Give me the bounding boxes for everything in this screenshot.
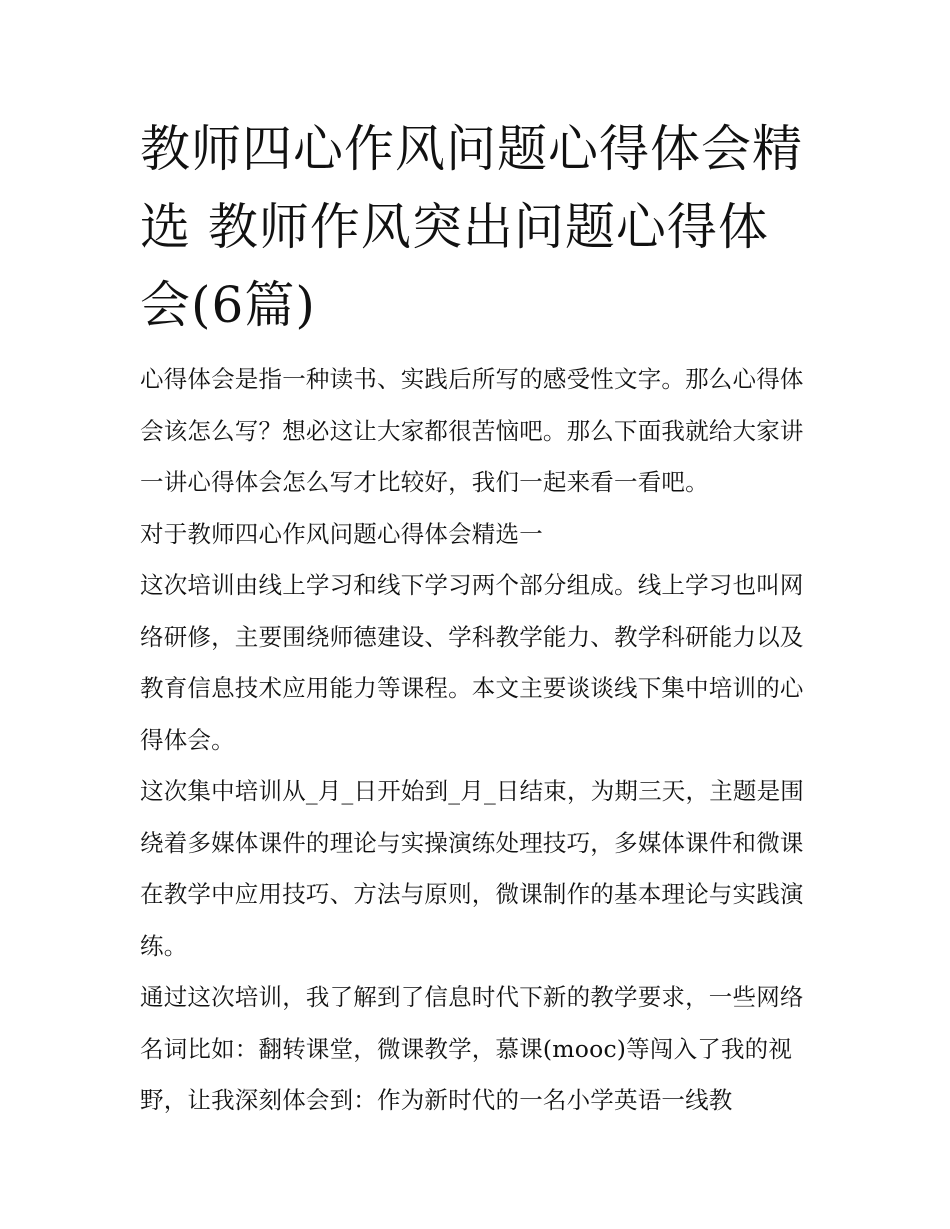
section-heading: 对于教师四心作风问题心得体会精选一 [140, 519, 543, 548]
body-paragraph: 这次集中培训从_月_日开始到_月_日结束，为期三天，主题是围绕着多媒体课件的理论与实操演练处理技巧，多媒体课件和微课在教学中应用技巧、方法与原则，微课制作的基本理论与实践演练。 [140, 777, 804, 960]
body-paragraph: 通过这次培训，我了解到了信息时代下新的教学要求，一些网络名词比如：翻转课堂，微课教学，慕课(mooc)等闯入了我的视野，让我深刻体会到：作为新时代的一名小学英语一线教 [140, 983, 804, 1114]
intro-paragraph: 心得体会是指一种读书、实践后所写的感受性文字。那么心得体会该怎么写？想必这让大家都很苦恼吧。那么下面我就给大家讲一讲心得体会怎么写才比较好，我们一起来看一看吧。 [140, 365, 804, 496]
document-page [140, 110, 812, 1127]
document-title: 教师四心作风问题心得体会精选 教师作风突出问题心得体会(6篇) [140, 120, 803, 334]
body-paragraph: 这次培训由线上学习和线下学习两个部分组成。线上学习也叫网络研修，主要围绕师德建设、学科教学能力、教学科研能力以及教育信息技术应用能力等课程。本文主要谈谈线下集中培训的心得体会。 [140, 571, 804, 754]
